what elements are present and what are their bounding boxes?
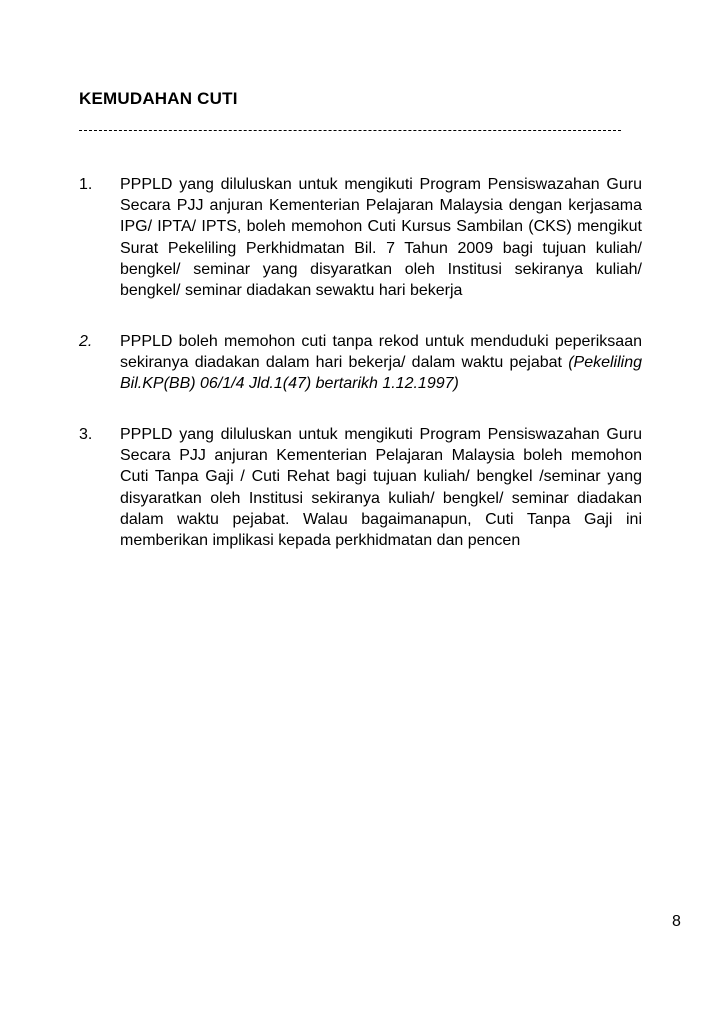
list-item [79,331,642,395]
item-number: 2. [79,333,93,350]
item-reference: (Pekeliling Bil.KP(BB) 06/1/4 Jld.1(47) bertarikh 1.12.1997) [120,354,642,393]
item-text: PPPLD yang diluluskan untuk mengikuti Program Pensiswazahan Guru Secara PJJ anjuran Kementerian Pelajaran Malaysia boleh memohon Cuti Tanpa Gaji / Cuti Rehat bagi tujuan kuliah/ bengkel /seminar yang disyaratkan oleh Institusi sekiranya kuliah/ bengkel/ seminar diadakan dalam waktu pejabat. Walau bagaimanapun, Cuti Tanpa Gaji ini memberikan implikasi kepada perkhidmatan dan pencen [120,426,642,550]
item-text: PPPLD boleh memohon cuti tanpa rekod untuk menduduki peperiksaan sekiranya diadakan dalam hari bekerja/ dalam waktu pejabat [120,333,642,372]
item-number: 1. [79,176,93,193]
list-item [79,174,642,301]
list-item [79,424,642,551]
page-number: 8 [672,913,681,930]
item-text-container [120,331,642,395]
title-divider [79,130,621,131]
item-number: 3. [79,426,93,443]
item-text: PPPLD yang diluluskan untuk mengikuti Program Pensiswazahan Guru Secara PJJ anjuran Kementerian Pelajaran Malaysia dengan kerjasama IPG/ IPTA/ IPTS, boleh memohon Cuti Kursus Sambilan (CKS) mengikut Surat Pekeliling Perkhidmatan Bil. 7 Tahun 2009 bagi tujuan kuliah/ bengkel/ seminar yang disyaratkan oleh Institusi sekiranya kuliah/ bengkel/ seminar diadakan sewaktu hari bekerja [120,176,642,300]
section-title: KEMUDAHAN CUTI [79,89,238,108]
